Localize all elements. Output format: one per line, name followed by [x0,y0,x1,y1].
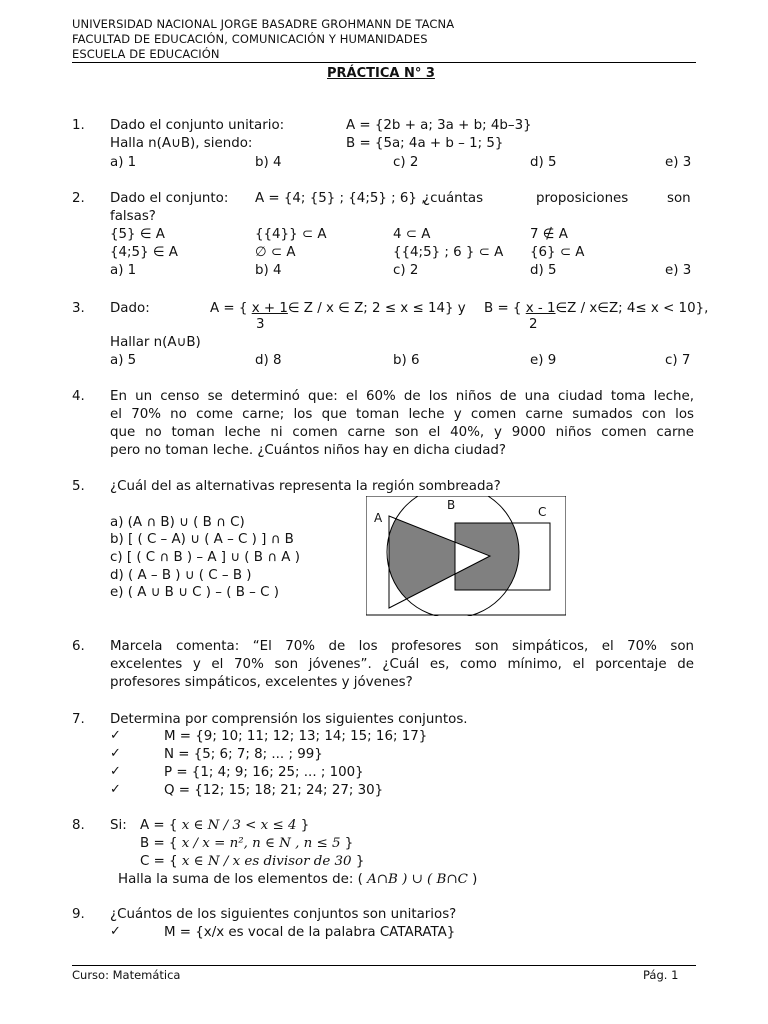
q4-line-3: que no toman leche ni comen carne son el 40%, y 9000 niños comen carne [110,425,694,440]
q6-line-3: profesores simpáticos, excelentes y jóvenes? [110,675,413,690]
q9-text: ¿Cuántos de los siguientes conjuntos son unitarios? [110,907,457,922]
q8-ask-post: ) [472,872,478,887]
q2-option-a: a) 1 [110,263,137,278]
q1-line2-right: B = {5a; 4a + b – 1; 5} [346,136,504,151]
q3-option-a: a) 5 [110,353,137,368]
q8-si: Si: [110,818,127,833]
q8-c-math: x ∈ N / x es divisor de 30 [181,854,352,869]
q3-option-d: d) 8 [255,353,282,368]
q5-option-d: d) ( A – B ) ∪ ( C – B ) [110,568,252,583]
q6-line-1: Marcela comenta: “El 70% de los profesores son simpáticos, el 70% son [110,639,694,654]
q7-item-n: N = {5; 6; 7; 8; ... ; 99} [164,747,323,762]
q3-option-e: e) 9 [530,353,557,368]
q2-option-d: d) 5 [530,263,557,278]
faculty-name: FACULTAD DE EDUCACIÓN, COMUNICACIÓN Y HUMANIDADES [72,32,428,46]
q4-number: 4. [72,389,85,404]
footer-rule [72,965,696,966]
q8-set-a [140,817,309,835]
q2-number: 2. [72,191,85,206]
q5-option-c: c) [ ( C ∩ B ) – A ] ∪ ( B ∩ A ) [110,550,300,565]
q2-intro-2: falsas? [110,209,156,224]
q3-a-pre: A = { [210,301,248,316]
q7-item-m: M = {9; 10; 11; 12; 13; 14; 15; 16; 17} [164,729,428,744]
q7-check-icon-1: ✓ [110,728,121,743]
q2-prop-2: {{4}} ⊂ A [255,227,327,242]
q2-prop-5: {4;5} ∈ A [110,245,178,260]
q9-item-m: M = {x/x es vocal de la palabra CATARATA} [164,925,456,940]
q4-line-2: el 70% no come carne; los que toman leche y comen carne sumados con los [110,407,694,422]
q8-c-post: } [355,854,365,869]
q3-option-b: b) 6 [393,353,420,368]
q1-line1-right: A = {2b + a; 3a + b; 4b–3} [346,118,532,133]
q3-number: 3. [72,301,85,316]
footer-course: Curso: Matemática [72,968,181,982]
q3-a-denominator: 3 [256,317,265,332]
q1-option-c: c) 2 [393,155,419,170]
q7-check-icon-2: ✓ [110,746,121,761]
q5-text: ¿Cuál del as alternativas representa la región sombreada? [110,479,501,494]
q8-set-b [140,835,353,853]
q9-check-icon: ✓ [110,924,121,939]
q7-item-q: Q = {12; 15; 18; 21; 24; 27; 30} [164,783,384,798]
q8-ask-pre: Halla la suma de los elementos de: ( [118,872,363,887]
venn-diagram [366,496,566,616]
q2-option-b: b) 4 [255,263,282,278]
q1-line1-left: Dado el conjunto unitario: [110,118,285,133]
q1-option-d: d) 5 [530,155,557,170]
q8-b-pre: B = { [140,836,178,851]
q2-intro-c: ¿cuántas [423,191,484,206]
q1-line2-left: Halla n(A∪B), siendo: [110,136,253,151]
q2-prop-8: {6} ⊂ A [530,245,585,260]
q5-option-a: a) (A ∩ B) ∪ ( B ∩ C) [110,515,245,530]
q8-a-pre: A = { [140,818,178,833]
q1-option-e: e) 3 [665,155,692,170]
university-name: UNIVERSIDAD NACIONAL JORGE BASADRE GROHMANN DE TACNA [72,17,455,31]
q8-ask [118,871,477,889]
page-title: PRÁCTICA N° 3 [327,66,435,81]
q6-line-2: excelentes y el 70% son jóvenes”. ¿Cuál es, como mínimo, el porcentaje de [110,657,694,672]
q8-a-post: } [300,818,310,833]
q4-line-4: pero no toman leche. ¿Cuántos niños hay en dicha ciudad? [110,443,507,458]
q1-number: 1. [72,118,85,133]
q5-option-e: e) ( A ∪ B ∪ C ) – ( B – C ) [110,585,279,600]
q5-number: 5. [72,479,85,494]
q3-a-def [210,300,466,318]
q5-option-b: b) [ ( C – A) ∪ ( A – C ) ] ∩ B [110,532,294,547]
q1-option-b: b) 4 [255,155,282,170]
q2-prop-3: 4 ⊂ A [393,227,431,242]
q7-item-p: P = {1; 4; 9; 16; 25; ... ; 100} [164,765,364,780]
q4-line-1: En un censo se determinó que: el 60% de los niños de una ciudad toma leche, [110,389,694,404]
q7-check-icon-4: ✓ [110,782,121,797]
q3-b-def [484,300,708,318]
q3-ask: Hallar n(A∪B) [110,335,201,350]
q8-ask-math: A∩B ) ∪ ( B∩C [367,872,468,887]
label-a: A [374,511,383,525]
q7-number: 7. [72,712,85,727]
q3-a-numerator: x + 1 [251,301,288,316]
q2-option-e: e) 3 [665,263,692,278]
q2-prop-1: {5} ∈ A [110,227,165,242]
q3-a-post: ∈ Z / x ∈ Z; 2 ≤ x ≤ 14} y [287,301,466,316]
q7-check-icon-3: ✓ [110,764,121,779]
q8-set-c [140,853,364,871]
q2-prop-6: ∅ ⊂ A [255,245,296,260]
school-name: ESCUELA DE EDUCACIÓN [72,47,220,61]
footer-page: Pág. 1 [643,968,679,982]
q1-option-a: a) 1 [110,155,137,170]
q2-intro-e: son [667,191,691,206]
q8-c-pre: C = { [140,854,178,869]
q8-a-math: x ∈ N / 3 < x ≤ 4 [181,818,297,833]
q3-label: Dado: [110,301,150,316]
q3-option-c: c) 7 [665,353,691,368]
q2-prop-4: 7 ∉ A [530,227,568,242]
q3-b-pre: B = { [484,301,522,316]
q2-prop-7: {{4;5} ; 6 } ⊂ A [393,245,504,260]
q3-b-numerator: x - 1 [525,301,556,316]
q2-intro-d: proposiciones [536,191,629,206]
q7-text: Determina por comprensión los siguientes conjuntos. [110,712,468,727]
q6-number: 6. [72,639,85,654]
q2-intro-a: Dado el conjunto: [110,191,229,206]
q3-b-denominator: 2 [529,317,538,332]
q3-b-post: ∈Z / x∈Z; 4≤ x < 10}, [555,301,709,316]
q9-number: 9. [72,907,85,922]
q2-option-c: c) 2 [393,263,419,278]
header-rule [72,62,696,63]
q8-number: 8. [72,818,85,833]
q2-intro-b: A = {4; {5} ; {4;5} ; 6} , [255,191,426,206]
q8-b-post: } [344,836,354,851]
label-c: C [538,505,547,519]
label-b: B [447,498,456,512]
q8-b-math: x / x = n², n ∈ N , n ≤ 5 [181,836,341,851]
